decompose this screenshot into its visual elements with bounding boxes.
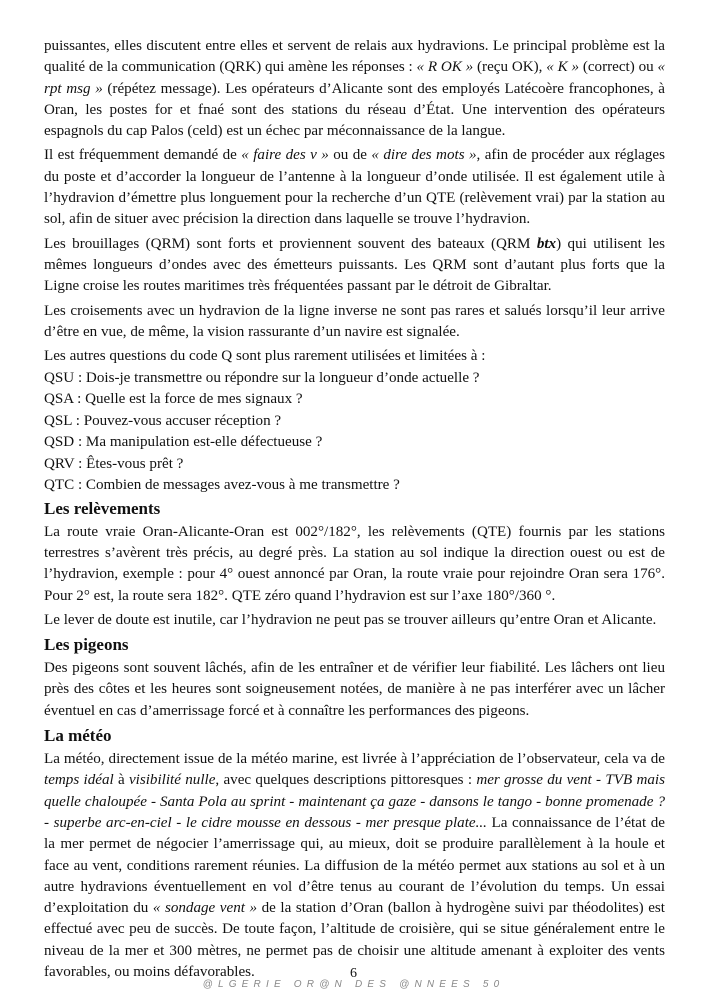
text-run: , afin de procéder aux réglages du poste et d’accorder la longueur de l’antenne à la longueur d’onde utilisée. Il est également utile à l’hydravion d’émettre plus longuement pour la recherche d’un QTE (relèvement vrai) par la station au sol, afin de situer avec précision la direction dans laquelle se trouve l’hydravion. (44, 147, 665, 228)
q-code-item: QSD : Ma manipulation est-elle défectueuse ? (44, 434, 323, 451)
q-code-item: QSU : Dois-je transmettre ou répondre sur la longueur d’onde actuelle ? (44, 369, 480, 386)
italic-run: temps idéal (44, 772, 114, 789)
q-code-item: QSL : Pouvez-vous accuser réception ? (44, 412, 282, 429)
paragraph-radio-operators (44, 36, 665, 142)
text-run: (répétez message). Les opérateurs d’Alicante sont des employés Latécoère francophones, à Oran, les postes for et fnaé sont des stations du réseau d’État. Une intervention des opérateurs espagnols du cap Palos (celd) est un échec par méconnaissance de la langue. (44, 80, 666, 140)
q-code-item: QRV : Êtes-vous prêt ? (44, 455, 184, 472)
text-run: ) qui utilisent les mêmes longueurs d’ondes avec des émetteurs puissants. Les QRM sont d’autant plus forts que la Ligne croise les routes maritimes très fréquentées passant par le détroit de Gibraltar. (44, 235, 665, 295)
text-run: de la station d’Oran (ballon à hydrogène suivi par théodolites) est effectué avec peu de succès. De toute façon, l’altitude de croisière, qui se situe généralement entre le niveau de la mer et 300 mètres, ne permet pas de choisir une altitude amenant à exploiter des vents favorables, ou moins défavorables. (44, 900, 665, 980)
heading-pigeons: Les pigeons (44, 635, 129, 655)
paragraph-pigeons: Des pigeons sont souvent lâchés, afin de les entraîner et de vérifier leur fiabilité. Les lâchers ont lieu près des côtes et les heures sont soigneusement notées, de manière à ne pas interférer avec un lâcher éventuel en cas d’amerrissage forcé et à connaître les performances des pigeons. (44, 660, 665, 719)
q-code-item: QTC : Combien de messages avez-vous à me transmettre ? (44, 477, 400, 494)
paragraph-q-code-intro: Les autres questions du code Q sont plus rarement utilisées et limitées à : (44, 348, 486, 365)
italic-run: « rpt msg » (44, 59, 666, 97)
paragraph-weather (44, 749, 665, 983)
paragraph-doubt: Le lever de doute est inutile, car l’hydravion ne peut pas se trouver ailleurs qu’entre Oran et Alicante. (44, 611, 657, 628)
text-run: (reçu OK), (473, 59, 547, 76)
heading-weather: La météo (44, 726, 112, 746)
text-run: (correct) ou (579, 59, 658, 76)
italic-run: « sondage vent » (152, 900, 258, 917)
page-body (44, 36, 665, 986)
text-run: La météo, directement issue de la météo marine, est livrée à l’appréciation de l’observateur, cela va de (44, 751, 665, 768)
q-code-item: QSA : Quelle est la force de mes signaux ? (44, 391, 303, 408)
italic-run: « R OK » (416, 59, 474, 76)
heading-bearings: Les relèvements (44, 498, 161, 518)
italic-run: visibilité nulle (128, 772, 216, 789)
paragraph-interference (44, 234, 665, 298)
paragraph-antenna-tuning (44, 145, 665, 230)
italic-run: « faire des v » (241, 147, 329, 164)
text-run: La connaissance de l’état de la mer permet de négocier l’amerrissage qui, au mieux, doit se produire parallèlement à la houle et face au vent, conditions rarement réunies. La diffusion de la météo permet aux stations au sol et à un autre hydravions éventuellement en vol d’être tenus au courant de l’évolution du temps. Un essai d’exploitation du (44, 814, 665, 917)
paragraph-bearings: La route vraie Oran-Alicante-Oran est 002°/182°, les relèvements (QTE) fournis par les stations terrestres s’avèrent très précis, au degré près. La station au sol indique la direction ouest ou est de l’hydravion, exemple : pour 4° ouest annoncé par Oran, la route vraie pour rejoindre Oran sera 176°. Pour 2° est, la route sera 182°. QTE zéro quand l’hydravion est sur l’axe 180°/360 °. (44, 523, 665, 604)
page-number: 6 (350, 966, 357, 981)
text-run: ou de (328, 147, 372, 164)
text-run: , avec quelques descriptions pittoresques : (215, 772, 477, 789)
bold-run: btx (536, 235, 557, 252)
q-code-list (44, 368, 665, 497)
text-run: puissantes, elles discutent entre elles et servent de relais aux hydravions. Le principal problème est la qualité de la communication (QRK) qui amène les réponses : (44, 38, 665, 76)
text-run: Les brouillages (QRM) sont forts et proviennent souvent des bateaux (QRM (44, 235, 537, 252)
italic-run: mer grosse du vent - TVB mais quelle chaloupée - Santa Pola au sprint - maintenant ça gaze - dansons le tango - bonne promenade ?- superbe arc-en-ciel - le cidre mousse en dessous - mer presque plate... (44, 772, 665, 831)
text-run: Il est fréquemment demandé de (44, 147, 242, 164)
italic-run: « dire des mots » (371, 147, 477, 164)
paragraph-crossings: Les croisements avec un hydravion de la ligne inverse ne sont pas rares et salués lorsqu’il leur arrive d’être en vue, de même, la vision rassurante d’un navire est signalée. (44, 302, 665, 340)
italic-run: « K » (546, 59, 580, 76)
text-run: à (113, 772, 129, 789)
page-footer: @LGERIE OR@N DES @NNEES 50 (202, 979, 505, 990)
